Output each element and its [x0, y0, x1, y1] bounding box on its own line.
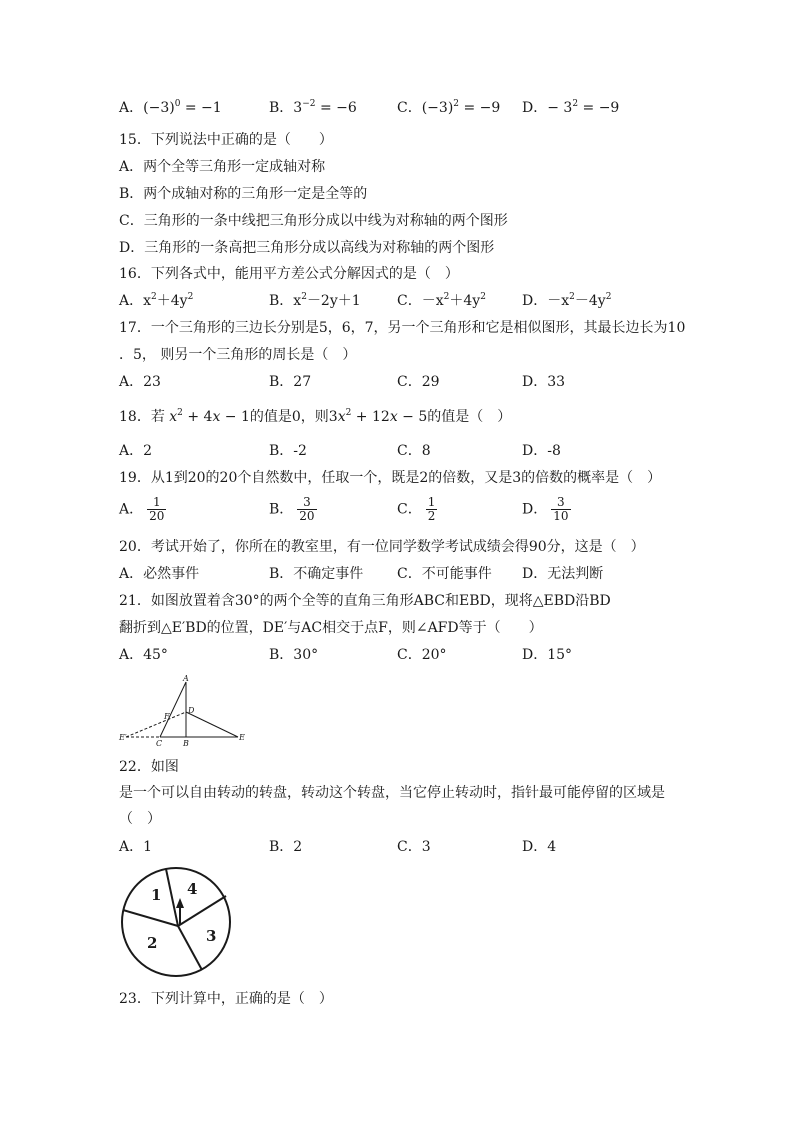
q16-option-d[interactable]: D．$-x^2-4y^2$ [522, 292, 612, 309]
q16-option-b[interactable]: B．$x^2-2y+1$ [269, 292, 361, 309]
q19-option-c[interactable]: C． $\frac{1}{2}$ [397, 495, 436, 523]
q17-option-a[interactable]: A．23 [119, 374, 161, 390]
q23-stem: 23．下列计算中，正确的是（ ） [119, 991, 333, 1007]
label-e-prime: E′ [119, 733, 127, 742]
spinner-region-2: 2 [147, 934, 158, 952]
label-b: B [183, 739, 189, 748]
q19-option-b[interactable]: B． $\frac{3}{20}$ [269, 495, 315, 523]
q20-stem: 20．考试开始了，你所在的教室里，有一位同学数学考试成绩会得90分，这是（ ） [119, 539, 645, 555]
q19-stem: 19．从1到20的20个自然数中，任取一个，既是2的倍数，又是3的倍数的概率是（ ） [119, 470, 662, 486]
q20-option-c[interactable]: C．不可能事件 [397, 566, 492, 582]
fraction: $\frac{1}{20}$ [149, 495, 165, 523]
label-c: C [156, 739, 163, 748]
q20-option-d[interactable]: D．无法判断 [522, 566, 604, 582]
line-de [186, 712, 238, 737]
fraction: $\frac{3}{20}$ [299, 495, 315, 523]
q18-option-c[interactable]: C．8 [397, 443, 431, 459]
q17-stem-line2: ．5， 则另一个三角形的周长是（ ） [119, 347, 357, 363]
q18-option-b[interactable]: B．-2 [269, 443, 307, 459]
line-ac [160, 682, 186, 737]
q15-option-a[interactable]: A．两个全等三角形一定成轴对称 [119, 159, 326, 175]
q21-option-c[interactable]: C．20° [397, 647, 447, 663]
q19-option-a[interactable]: A． $\frac{1}{20}$ [119, 495, 165, 523]
q15-option-d[interactable]: D．三角形的一条高把三角形分成以高线为对称轴的两个图形 [119, 240, 495, 256]
spinner-divider-3 [178, 926, 202, 970]
spinner-circle [122, 868, 230, 976]
q22-stem-line3: （ ） [119, 811, 161, 827]
spinner-region-4: 4 [187, 880, 198, 898]
line-e1d-dashed [126, 712, 186, 737]
q22-stem-line2: 是一个可以自由转动的转盘，转动这个转盘，当它停止转动时，指针最可能停留的区域是 [119, 785, 665, 801]
label-f: F [164, 712, 170, 721]
q21-option-a[interactable]: A．45° [119, 647, 168, 663]
q14-options [119, 99, 679, 121]
spinner-region-3: 3 [206, 927, 217, 945]
q22-option-b[interactable]: B．2 [269, 839, 303, 855]
q16-option-a[interactable]: A．$x^2+4y^2$ [119, 292, 194, 309]
q20-options [119, 565, 679, 587]
q16-options [119, 292, 679, 314]
q15-stem: 15．下列说法中正确的是（ ） [119, 132, 333, 148]
q21-stem-line1: 21．如图放置着含30°的两个全等的直角三角形ABC和EBD，现将△EBD沿BD [119, 593, 611, 609]
spinner-divider-1 [166, 869, 178, 926]
q19-options [119, 496, 679, 530]
fraction: $\frac{3}{10}$ [553, 495, 569, 523]
q19-option-d[interactable]: D． $\frac{3}{10}$ [522, 495, 569, 523]
q17-option-d[interactable]: D．33 [522, 374, 566, 390]
q16-stem: 16．下列各式中，能用平方差公式分解因式的是（ ） [119, 266, 459, 282]
spinner-divider-2 [178, 896, 226, 926]
q17-options [119, 373, 679, 395]
q17-option-c[interactable]: C．29 [397, 374, 440, 390]
q22-options [119, 838, 679, 860]
q21-options [119, 646, 679, 668]
q21-triangle-figure [118, 672, 253, 752]
q18-option-d[interactable]: D．-8 [522, 443, 561, 459]
q20-option-a[interactable]: A．必然事件 [119, 566, 200, 582]
q17-option-b[interactable]: B．27 [269, 374, 312, 390]
q22-stem-line1: 22．如图 [119, 759, 179, 775]
q14-option-a[interactable]: A．$(-3)^0 = -1$ [119, 99, 222, 116]
q22-option-c[interactable]: C．3 [397, 839, 431, 855]
q18-stem: 18．若 $x^2 + 4x - 1$的值是0，则$3x^2 + 12x - 5$的值是（ ） [119, 408, 512, 425]
q22-spinner-figure [118, 866, 234, 978]
label-a: A [183, 674, 189, 683]
q14-option-b[interactable]: B．$3^{-2} = -6$ [269, 99, 357, 116]
q21-stem-line2: 翻折到△E′BD的位置，DE′与AC相交于点F，则∠AFD等于（ ） [119, 620, 543, 636]
q16-option-c[interactable]: C．$-x^2+4y^2$ [397, 292, 486, 309]
label-d: D [188, 706, 195, 715]
q18-option-a[interactable]: A．2 [119, 443, 153, 459]
q14-option-c[interactable]: C．$(-3)^2 = -9$ [397, 99, 501, 116]
q20-option-b[interactable]: B．不确定事件 [269, 566, 364, 582]
q22-option-a[interactable]: A．1 [119, 839, 153, 855]
q15-option-b[interactable]: B．两个成轴对称的三角形一定是全等的 [119, 186, 368, 202]
q15-option-c[interactable]: C．三角形的一条中线把三角形分成以中线为对称轴的两个图形 [119, 213, 508, 229]
q17-stem-line1: 17．一个三角形的三边长分别是5，6，7，另一个三角形和它是相似图形，其最长边长为10 [119, 320, 686, 336]
label-e: E [239, 733, 245, 742]
q22-option-d[interactable]: D．4 [522, 839, 557, 855]
q21-option-d[interactable]: D．15° [522, 647, 573, 663]
spinner-divider-4 [123, 910, 178, 926]
q21-option-b[interactable]: B．30° [269, 647, 319, 663]
spinner-region-1: 1 [151, 886, 162, 904]
fraction: $\frac{1}{2}$ [427, 495, 436, 523]
q14-option-d[interactable]: D．− $3^2 = -9$ [522, 99, 620, 116]
q18-options [119, 442, 679, 464]
